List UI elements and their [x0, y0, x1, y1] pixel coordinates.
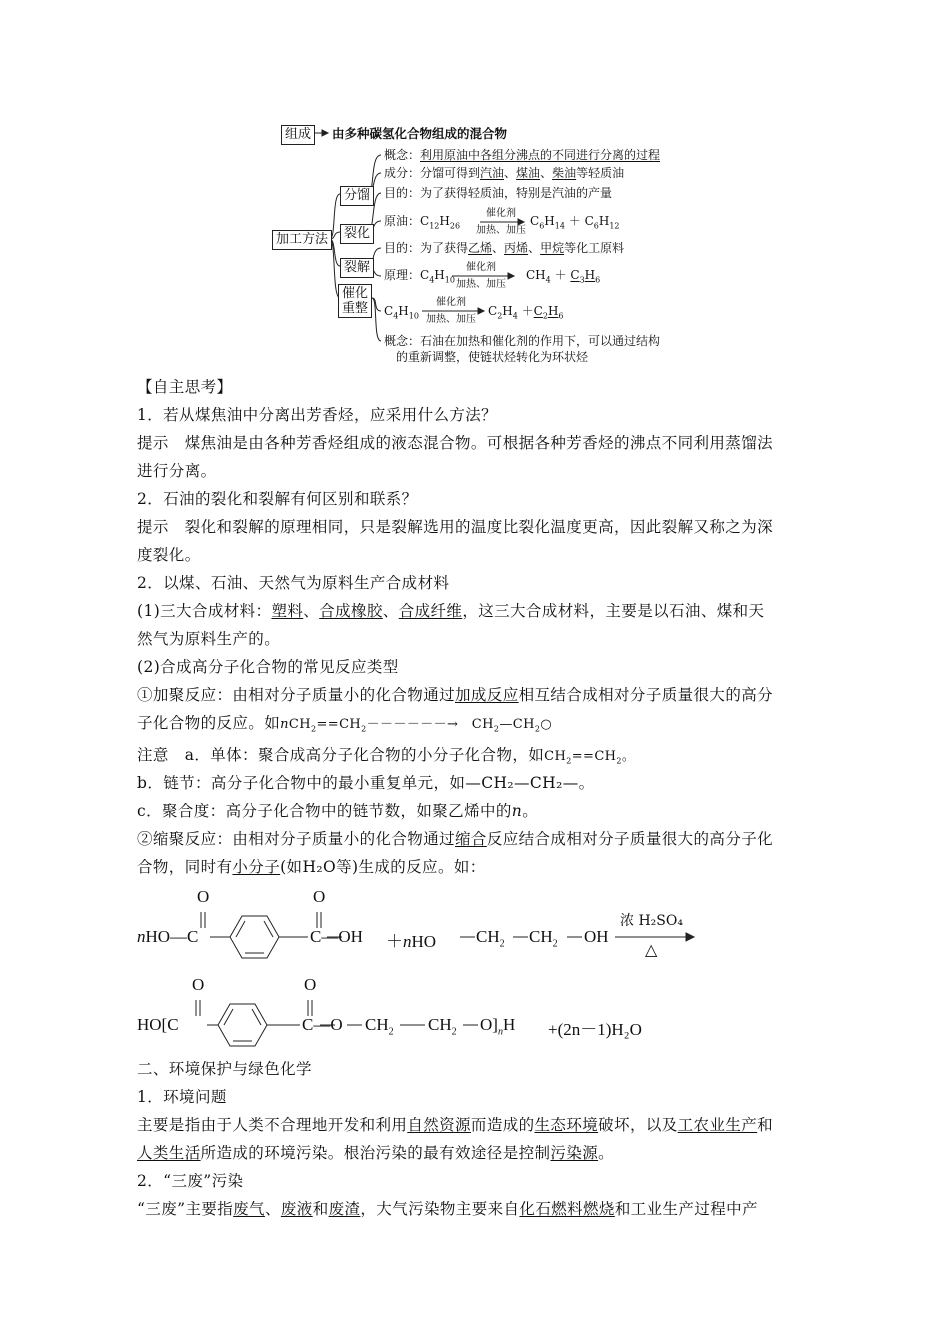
node-catalytic-reforming: 催化 重整: [338, 284, 372, 318]
cracking-conditions: 加热、加压: [476, 225, 526, 236]
oxygen-label: O: [192, 975, 205, 994]
answer-2-line2: 度裂化。: [137, 546, 201, 564]
reactant-glycol: ＋nHO: [386, 932, 437, 951]
question-1: 1．若从煤焦油中分离出芳香烃，应采用什么方法？: [137, 406, 498, 424]
environment-issue-title: 1．环境问题: [137, 1088, 227, 1106]
product-ch2-1: $CH_2$: [365, 1015, 394, 1038]
self-think-title: 【自主思考】: [137, 378, 233, 396]
cracking-products: $C_6H_{14} + C_6H_{12}$: [530, 214, 620, 231]
product-ch2-2: $CH_2$: [428, 1015, 457, 1038]
reforming-concept-line1: 概念：石油在加热和催化剂的作用下，可以通过结构: [384, 334, 661, 348]
deep-cracking-purpose: 目的：为了获得乙烯、丙烯、甲烷等化工原料: [384, 241, 625, 255]
node-processing-methods: 加工方法: [272, 230, 332, 250]
oxygen-label: O: [197, 887, 210, 906]
synthetic-materials-line2: 然气为原料生产的。: [137, 630, 281, 648]
deep-cracking-products: $CH_4 + C_3H_6$: [526, 268, 601, 285]
cracking-purpose: 目的：为了获得轻质油，特别是汽油的产量: [384, 186, 613, 200]
note-degree: c．聚合度：高分子化合物中的链节数，如聚乙烯中的n。: [137, 802, 539, 820]
cracking-principle: 原油：$C_{12}H_{26}$: [384, 214, 461, 231]
product-water: +(2n－1)H₂O: [548, 1020, 642, 1039]
reaction-types-title: (2)合成高分子化合物的常见反应类型: [137, 658, 399, 676]
node-deep-cracking: 裂解: [340, 258, 374, 278]
composition-description: 由多种碳氢化合物组成的混合物: [332, 126, 508, 141]
reforming-concept-line2: 的重新调整，使链状烃转化为环状烃: [396, 350, 589, 364]
deep-cracking-catalyst: 催化剂: [466, 262, 496, 273]
node-fractionation: 分馏: [340, 186, 374, 206]
glycol-ch2-1: $CH_2$: [476, 927, 505, 950]
three-wastes-title: 2．“三废”污染: [137, 1172, 244, 1190]
addition-polymerization-line1: ①加聚反应：由相对分子质量小的化合物通过加成反应相互结合成相对分子质量很大的高分: [137, 686, 774, 704]
reforming-conditions: 加热、加压: [426, 314, 476, 325]
node-cracking: 裂化: [340, 224, 374, 244]
fractionation-concept: 概念：利用原油中各组分沸点的不同进行分离的过程: [384, 148, 661, 162]
product-ester: C—O: [302, 1015, 343, 1034]
environment-section-title: 二、环境保护与绿色化学: [137, 1060, 312, 1078]
fractionation-products: 成分：分馏可得到汽油、煤油、柴油等轻质油: [384, 166, 625, 180]
addition-polymerization-line2: 子化合物的反应。如$nCH_2==CH_2------\to$ $CH_2—CH_2○$: [137, 714, 553, 734]
glycol-ch2-2: $CH_2$: [529, 927, 558, 950]
synthetic-materials-line1: (1)三大合成材料：塑料、合成橡胶、合成纤维，这三大合成材料，主要是以石油、煤和天: [137, 602, 765, 620]
question-2: 2．石油的裂化和裂解有何区别和联系？: [137, 490, 418, 508]
reforming-products: $C_2H_4 +C_2H_6$: [488, 304, 564, 321]
node-composition: 组成: [281, 125, 315, 145]
reforming-catalyst: 催化剂: [436, 297, 466, 308]
answer-1-line1: 提示 煤焦油是由各种芳香烃组成的液态混合物。可根据各种芳香烃的沸点不同利用蒸馏法: [137, 434, 774, 452]
deep-cracking-conditions: 加热、加压: [456, 279, 506, 290]
glycol-oh: OH: [584, 927, 609, 946]
oxygen-label: O: [313, 887, 326, 906]
cracking-catalyst: 催化剂: [486, 208, 516, 219]
section-2-title: 2．以煤、石油、天然气为原料生产合成材料: [137, 574, 450, 592]
product-right: $O]_nH$: [480, 1015, 516, 1038]
reforming-reactant: $C_4H_{10}$: [384, 304, 419, 321]
environment-issue-line1: 主要是指由于人类不合理地开发和利用自然资源而造成的生态环境破坏，以及工农业生产和: [137, 1116, 774, 1134]
note-chain-unit: b．链节：高分子化合物中的最小重复单元，如—CH₂—CH₂—。: [137, 774, 595, 792]
condensation-line2: 合物，同时有小分子(如H₂O等)生成的反应。如：: [137, 858, 486, 876]
reaction-condition-catalyst: 浓 H₂SO₄: [620, 913, 683, 929]
reactant-acid-right: C—OH: [310, 927, 363, 946]
deep-cracking-principle: 原理：$C_4H_{10}$: [384, 268, 455, 285]
answer-1-line2: 进行分离。: [137, 462, 217, 480]
note-monomer: 注意 a．单体：聚合成高分子化合物的小分子化合物，如$CH_2==CH_2$。: [137, 746, 636, 766]
answer-2-line1: 提示 裂化和裂解的原理相同，只是裂解选用的温度比裂化温度更高，因此裂解又称之为深: [137, 518, 774, 536]
reactant-acid-left: nHO—C: [137, 927, 199, 946]
three-wastes-line1: “三废”主要指废气、废液和废渣，大气污染物主要来自化石燃料燃烧和工业生产过程中产: [137, 1200, 758, 1218]
product-left: HO[C: [137, 1015, 179, 1034]
reaction-condition-heat: △: [645, 940, 658, 959]
condensation-line1: ②缩聚反应：由相对分子质量小的化合物通过缩合反应结合成相对分子质量很大的高分子化: [137, 830, 774, 848]
environment-issue-line2: 人类生活所造成的环境污染。根治污染的最有效途径是控制污染源。: [137, 1144, 615, 1162]
oxygen-label: O: [304, 975, 317, 994]
